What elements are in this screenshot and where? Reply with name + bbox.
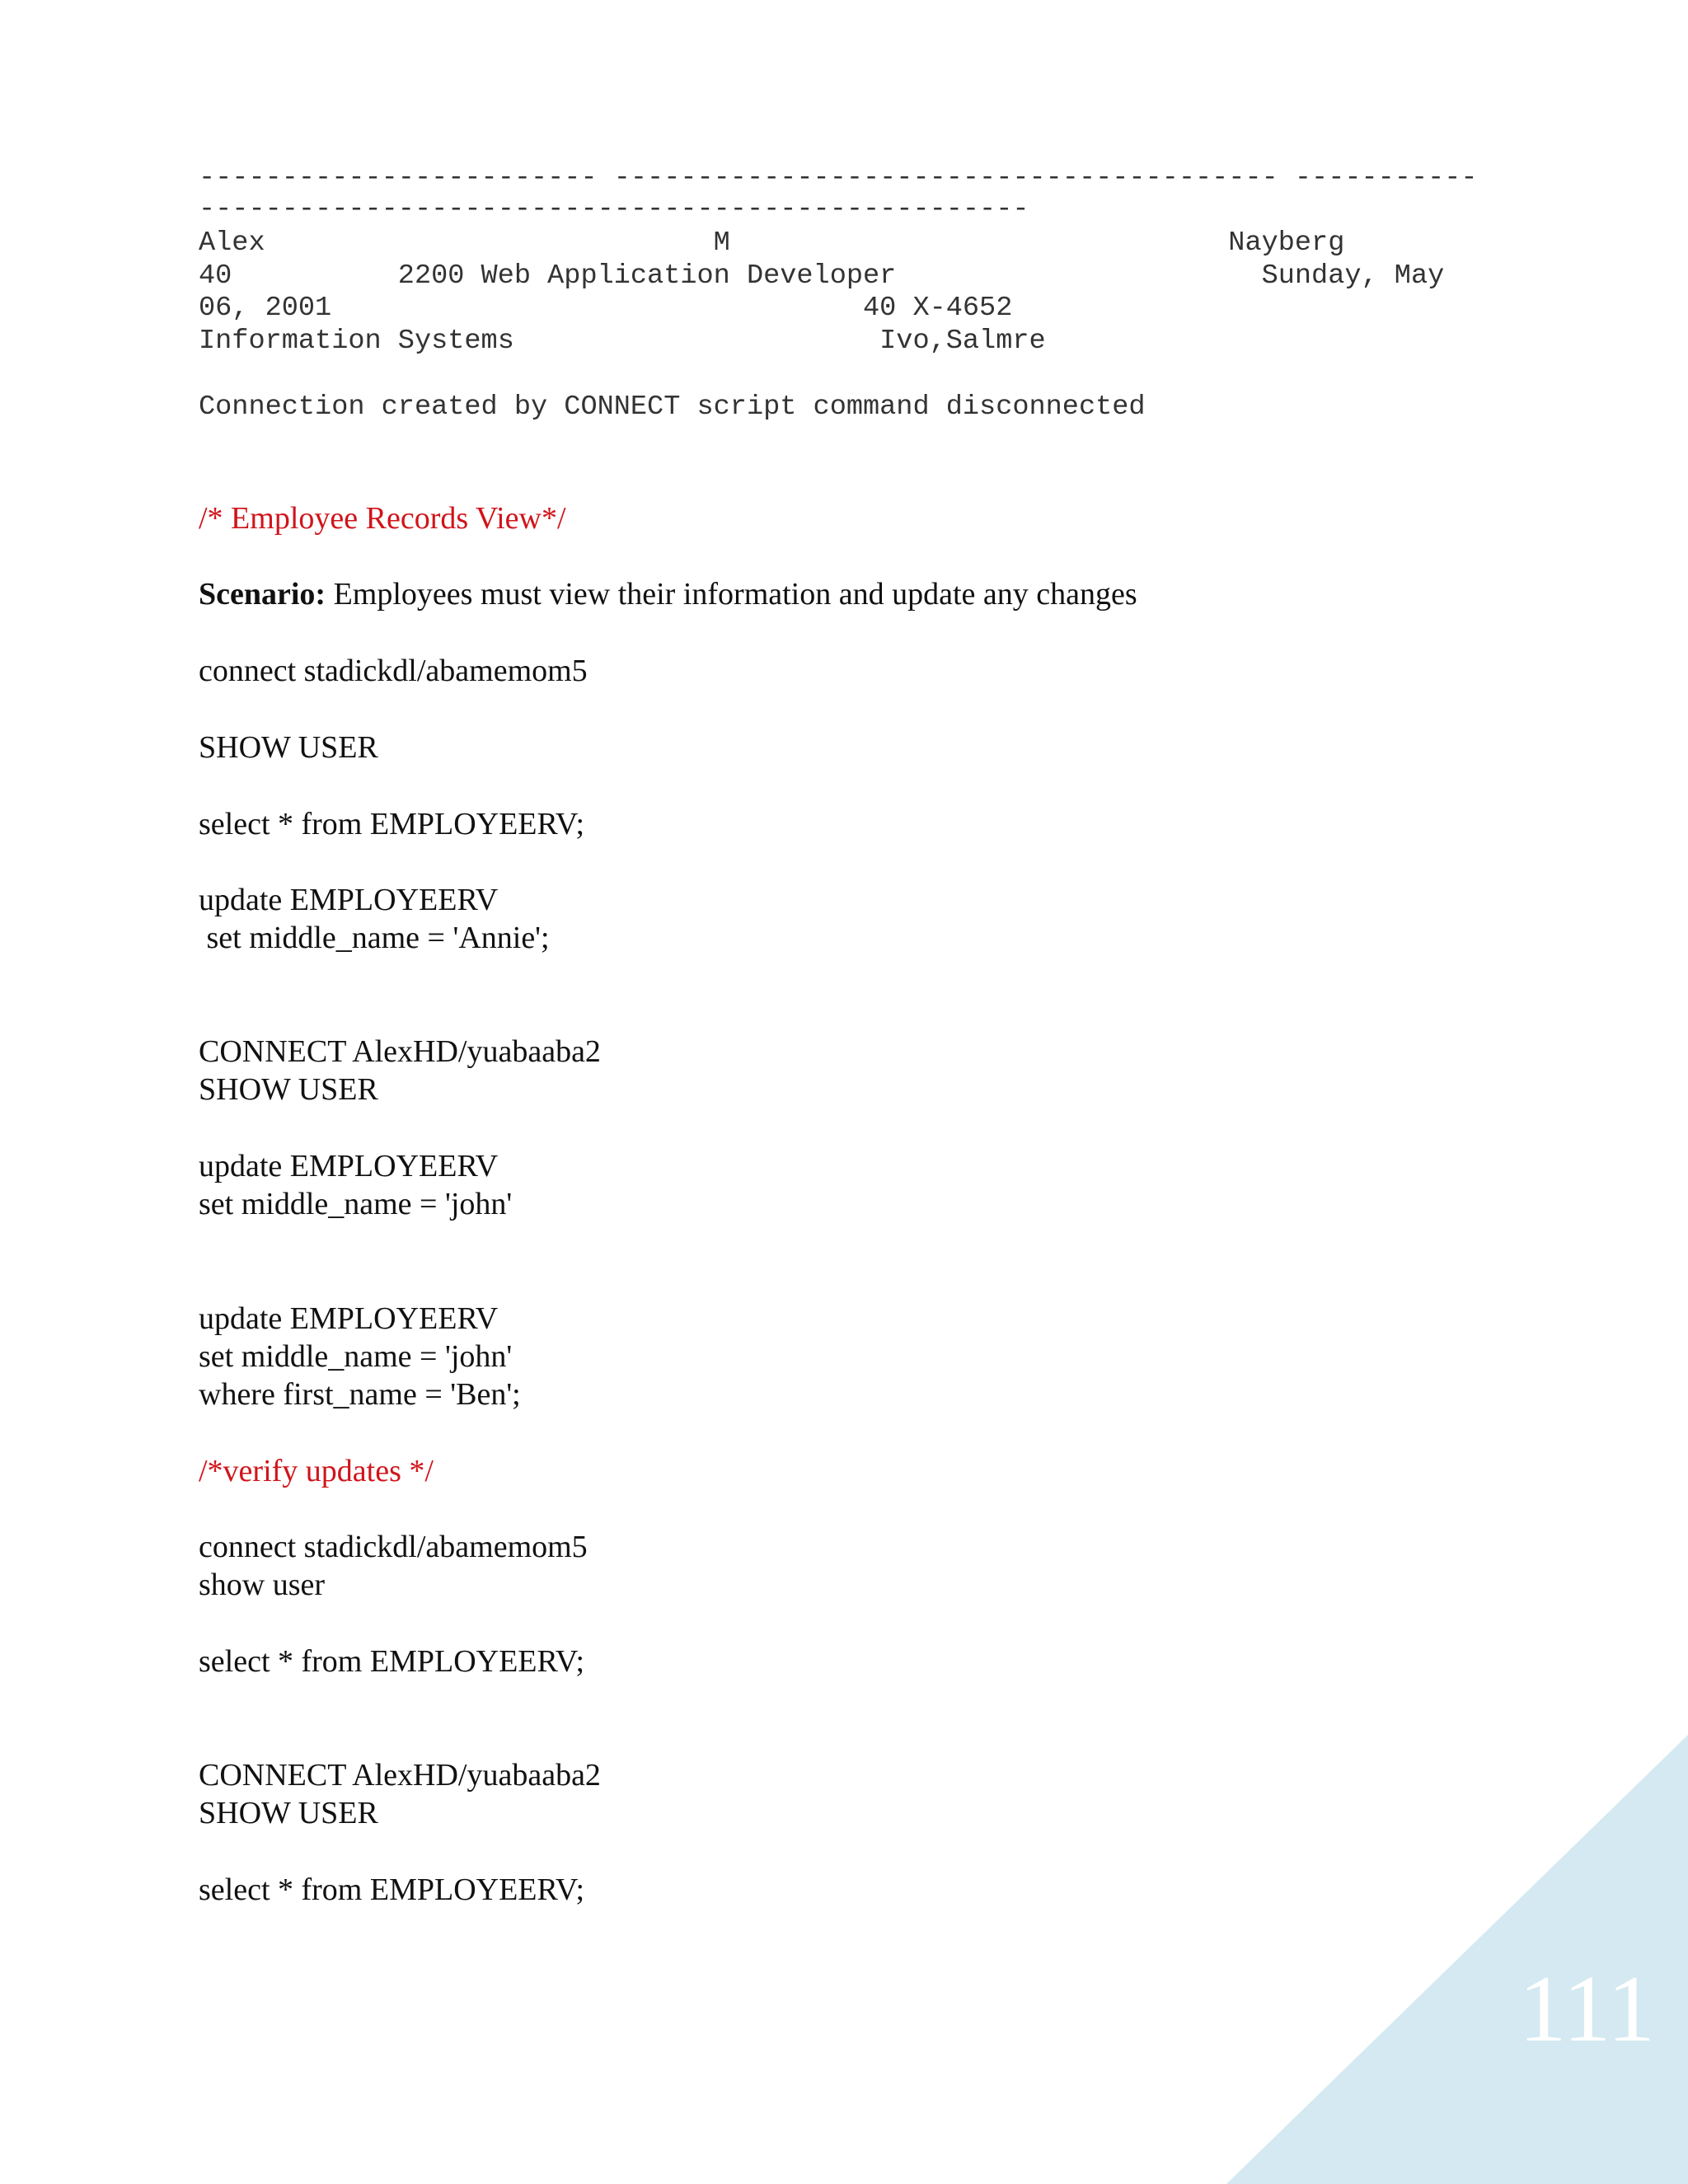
- scenario-text: Employees must view their information and update any changes: [326, 577, 1137, 612]
- disconnect-message: Connection created by CONNECT script command disconnected: [199, 391, 1146, 423]
- command-update-1-line-1: update EMPLOYEERV: [199, 883, 499, 917]
- command-select-2: select * from EMPLOYEERV;: [199, 1644, 585, 1679]
- command-update-3-line-3: where first_name = 'Ben';: [199, 1377, 521, 1412]
- page-number: 111: [1518, 1957, 1655, 2062]
- command-update-3-line-1: update EMPLOYEERV: [199, 1301, 499, 1336]
- command-update-2-line-1: update EMPLOYEERV: [199, 1149, 499, 1183]
- command-show-user-3: show user: [199, 1568, 326, 1602]
- output-rule-line-1: ------------------------ ---------------------------------------- -----------: [199, 162, 1478, 194]
- command-update-1-line-2: set middle_name = 'Annie';: [199, 921, 550, 955]
- command-show-user-2: SHOW USER: [199, 1072, 378, 1107]
- scenario-label: Scenario:: [199, 577, 326, 612]
- command-select-1: select * from EMPLOYEERV;: [199, 807, 585, 841]
- verify-comment: /*verify updates */: [199, 1454, 434, 1488]
- command-connect-4: CONNECT AlexHD/yuabaaba2: [199, 1758, 601, 1793]
- command-update-3-line-2: set middle_name = 'john': [199, 1339, 513, 1374]
- command-select-3: select * from EMPLOYEERV;: [199, 1872, 585, 1907]
- command-connect-1: connect stadickdl/abamemom5: [199, 654, 588, 688]
- output-rule-line-2: --------------------------------------------------: [199, 194, 1029, 225]
- scenario-paragraph: [199, 575, 1137, 613]
- command-show-user-1: SHOW USER: [199, 730, 378, 765]
- output-record-line-1: Alex M Nayberg: [199, 227, 1345, 259]
- command-connect-2: CONNECT AlexHD/yuabaaba2: [199, 1034, 601, 1069]
- output-record-line-4: Information Systems Ivo,Salmre: [199, 326, 1046, 357]
- command-update-2-line-2: set middle_name = 'john': [199, 1187, 513, 1221]
- output-record-line-2: 40 2200 Web Application Developer Sunday, May: [199, 260, 1445, 292]
- command-show-user-4: SHOW USER: [199, 1796, 378, 1830]
- section-heading-comment: /* Employee Records View*/: [199, 501, 566, 536]
- output-record-line-3: 06, 2001 40 X-4652: [199, 293, 1013, 324]
- command-connect-3: connect stadickdl/abamemom5: [199, 1530, 588, 1564]
